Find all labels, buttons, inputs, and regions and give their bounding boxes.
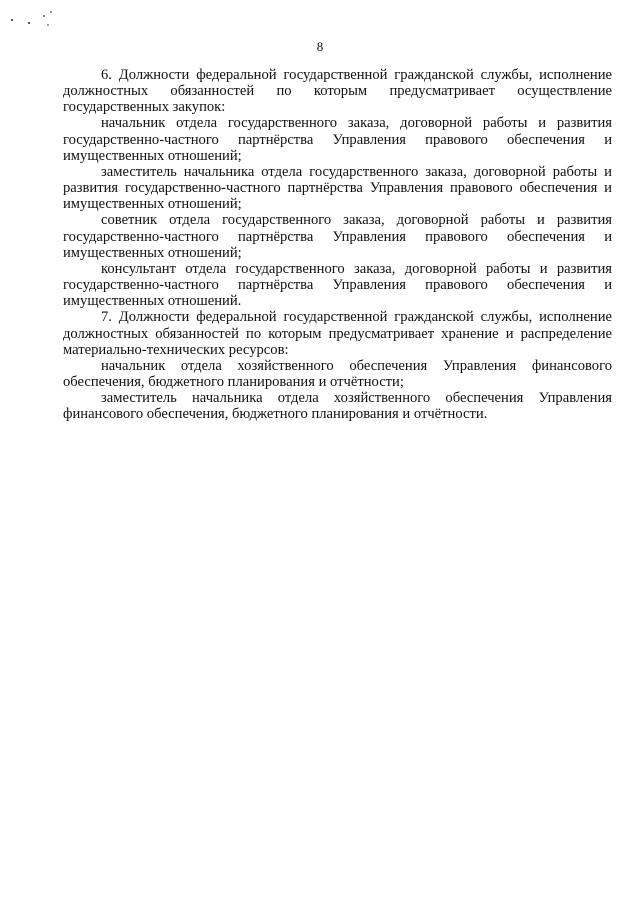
list-item: консультант отдела государственного заказа, договорной работы и развития государственно-частного партнёрства Управления правового обеспечения и имущественных отношений. — [63, 260, 612, 310]
section-7-heading: 7. Должности федеральной государственной гражданской службы, исполнение должностных обязанностей по которым предусматривает хранение и распределение материально-технических ресурсов: — [63, 309, 612, 358]
list-item: заместитель начальника отдела государственного заказа, договорной работы и развития государственно-частного партнёрства Управления правового обеспечения и имущественных отношений; — [63, 163, 612, 213]
scan-dots-decoration — [8, 8, 58, 28]
document-body — [63, 67, 612, 422]
section-6-heading: 6. Должности федеральной государственной гражданской службы, исполнение должностных обязанностей по которым предусматривает осуществление государственных закупок: — [63, 67, 612, 116]
list-item: начальник отдела хозяйственного обеспечения Управления финансового обеспечения, бюджетного планирования и отчётности; — [63, 357, 612, 390]
list-item: советник отдела государственного заказа, договорной работы и развития государственно-частного партнёрства Управления правового обеспечения и имущественных отношений; — [63, 212, 612, 261]
page-number: 8 — [316, 39, 324, 54]
list-item: начальник отдела государственного заказа, договорной работы и развития государственно-частного партнёрства Управления правового обеспечения и имущественных отношений; — [63, 115, 612, 164]
list-item: заместитель начальника отдела хозяйственного обеспечения Управления финансового обеспечения, бюджетного планирования и отчётности. — [63, 390, 612, 423]
